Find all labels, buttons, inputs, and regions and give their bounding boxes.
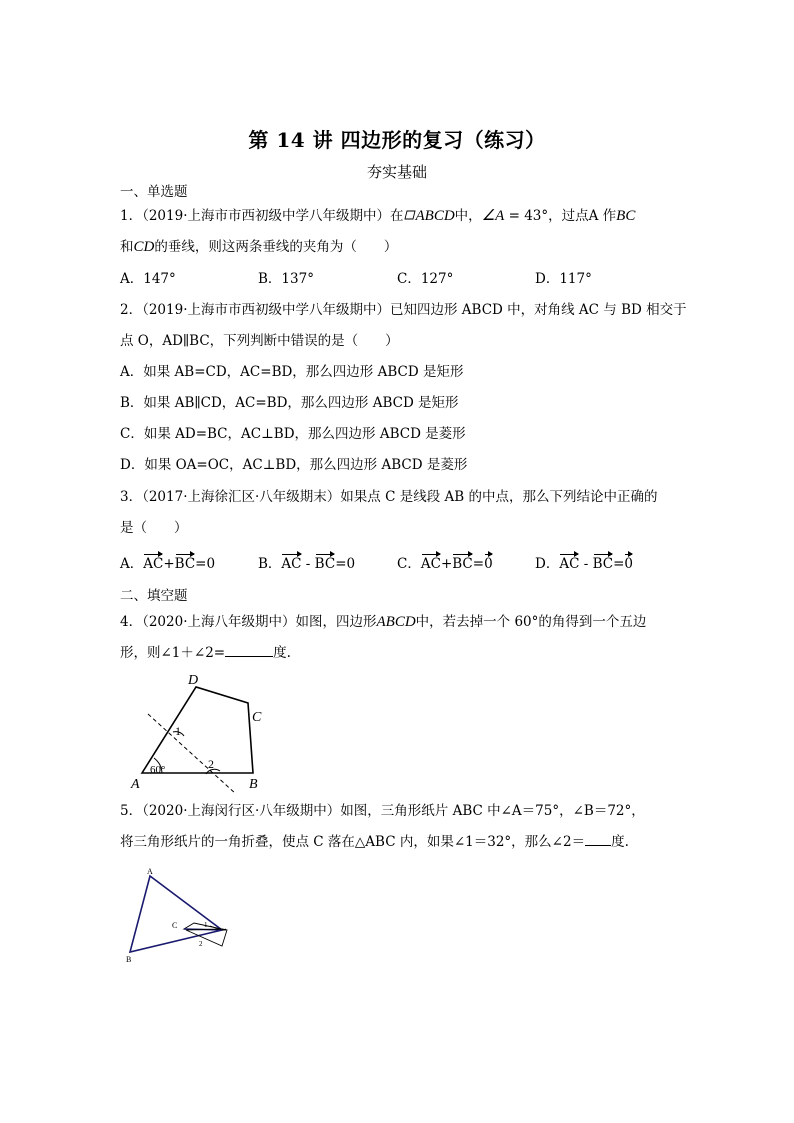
q1-angle: ∠A: [481, 208, 505, 224]
label-c: C: [252, 710, 262, 725]
q3-option-a[interactable]: [120, 555, 215, 573]
q4-line2-b: 度.: [273, 645, 291, 661]
q2-option-a[interactable]: A．如果 AB=CD，AC=BD，那么四边形 ABCD 是矩形: [120, 364, 464, 380]
q3-option-d-op: -: [579, 556, 593, 572]
q3-line2: 是（ ）: [120, 520, 188, 536]
label-a: A: [147, 867, 153, 876]
q1-shape-name: ABCD: [415, 208, 455, 224]
label-angle-60: 60°: [150, 764, 166, 776]
q3-option-c-op: +: [440, 556, 453, 572]
q1-line1: [120, 207, 635, 225]
section-single-choice: 一、单选题: [120, 184, 188, 200]
q3-option-b-rhs: =0: [335, 556, 356, 572]
q1-text-a: 1．（2019·上海市市西初级中学八年级期中）在: [120, 208, 404, 224]
label-b: B: [126, 955, 132, 964]
q1-side-cd: CD: [133, 239, 155, 255]
label-angle1: 1: [175, 724, 181, 738]
q3-option-b-op: -: [301, 556, 315, 572]
zero-vector: 0: [624, 556, 633, 572]
q3-option-a-op: +: [163, 556, 175, 572]
vector-bc: BC: [452, 556, 473, 572]
answer-blank[interactable]: [585, 833, 611, 846]
q2-line2: 点 O，AD∥BC，下列判断中错误的是（ ）: [120, 333, 399, 349]
q1-line2: [120, 238, 397, 256]
label-angle1: 1: [204, 921, 208, 929]
q2-option-b[interactable]: B．如果 AB∥CD，AC=BD，那么四边形 ABCD 是矩形: [120, 395, 459, 411]
parallelogram-icon: [404, 211, 416, 220]
q4-line1-a: 4．（2020·上海八年级期中）如图，四边形: [120, 614, 377, 630]
q3-option-a-label: A．: [120, 556, 144, 572]
q4-line2-a: 形，则∠1＋∠2=: [120, 645, 226, 661]
vector-bc: BC: [174, 556, 196, 572]
q4-line1-c: 中，若去掉一个 60°的角得到一个五边: [415, 614, 647, 630]
q2-option-c[interactable]: C．如果 AD=BC，AC⊥BD，那么四边形 ABCD 是菱形: [120, 426, 466, 442]
q1-option-b[interactable]: B．137°: [258, 271, 314, 287]
section-fill-blank: 二、填空题: [120, 588, 188, 604]
label-d: D: [188, 673, 199, 688]
page-title: 第 14 讲 四边形的复习（练习）: [248, 128, 546, 152]
q4-figure: [128, 670, 278, 795]
q1-text-c: 中，: [454, 208, 482, 224]
label-angle2: 2: [208, 757, 214, 771]
vector-bc: BC: [592, 556, 614, 572]
q5-line2-a: 将三角形纸片的一角折叠，使点 C 落在△ABC 内，如果∠1＝32°，那么∠2＝: [120, 834, 586, 850]
q3-option-b-label: B．: [258, 556, 282, 572]
label-c: C: [172, 921, 178, 930]
q3-line1: 3．（2017·上海徐汇区·八年级期末）如果点 C 是线段 AB 的中点，那么下列结论中正确的: [120, 489, 658, 505]
q3-option-b[interactable]: [258, 555, 355, 573]
q1-line2-a: 和: [120, 239, 134, 255]
q5-line2: [120, 833, 629, 851]
q2-line1: 2．（2019·上海市市西初级中学八年级期中）已知四边形 ABCD 中，对角线 AC 与 BD 相交于: [120, 302, 687, 318]
q4-line1: [120, 613, 646, 631]
q3-option-d-label: D．: [535, 556, 560, 572]
q1-side-bc: BC: [616, 208, 636, 224]
answer-blank[interactable]: [225, 644, 273, 657]
label-a: A: [131, 777, 140, 792]
zero-vector: 0: [484, 556, 493, 572]
q3-option-a-rhs: =0: [195, 556, 216, 572]
page-subtitle: 夯实基础: [366, 163, 427, 181]
label-b: B: [249, 777, 258, 792]
label-angle2: 2: [199, 940, 203, 948]
q1-option-c[interactable]: C．127°: [397, 271, 454, 287]
q5-line2-b: 度.: [611, 834, 629, 850]
q3-option-c-label: C．: [397, 556, 421, 572]
vector-ac: AC: [281, 556, 302, 572]
q1-option-a[interactable]: A．147°: [120, 271, 176, 287]
vector-ac: AC: [559, 556, 580, 572]
q2-option-d[interactable]: D．如果 OA=OC，AC⊥BD，那么四边形 ABCD 是菱形: [120, 457, 468, 473]
q4-line2: [120, 644, 291, 662]
q1-option-d[interactable]: D．117°: [535, 271, 592, 287]
vector-bc: BC: [314, 556, 336, 572]
q3-option-d[interactable]: [535, 555, 633, 573]
q1-line2-c: 的垂线，则这两条垂线的夹角为（ ）: [154, 239, 398, 255]
vector-ac: AC: [143, 556, 164, 572]
q3-option-d-rhs: =: [613, 556, 625, 572]
q3-option-c-rhs: =: [472, 556, 485, 572]
q5-line1: 5．（2020·上海闵行区·八年级期中）如图，三角形纸片 ABC 中∠A＝75°，∠B＝72°，: [120, 803, 645, 819]
vector-ac: AC: [420, 556, 441, 572]
q1-text-e: = 43°，过点A 作: [504, 208, 617, 224]
q5-figure: [122, 866, 237, 966]
q3-option-c[interactable]: [397, 555, 493, 573]
q4-shape-name: ABCD: [376, 614, 416, 630]
